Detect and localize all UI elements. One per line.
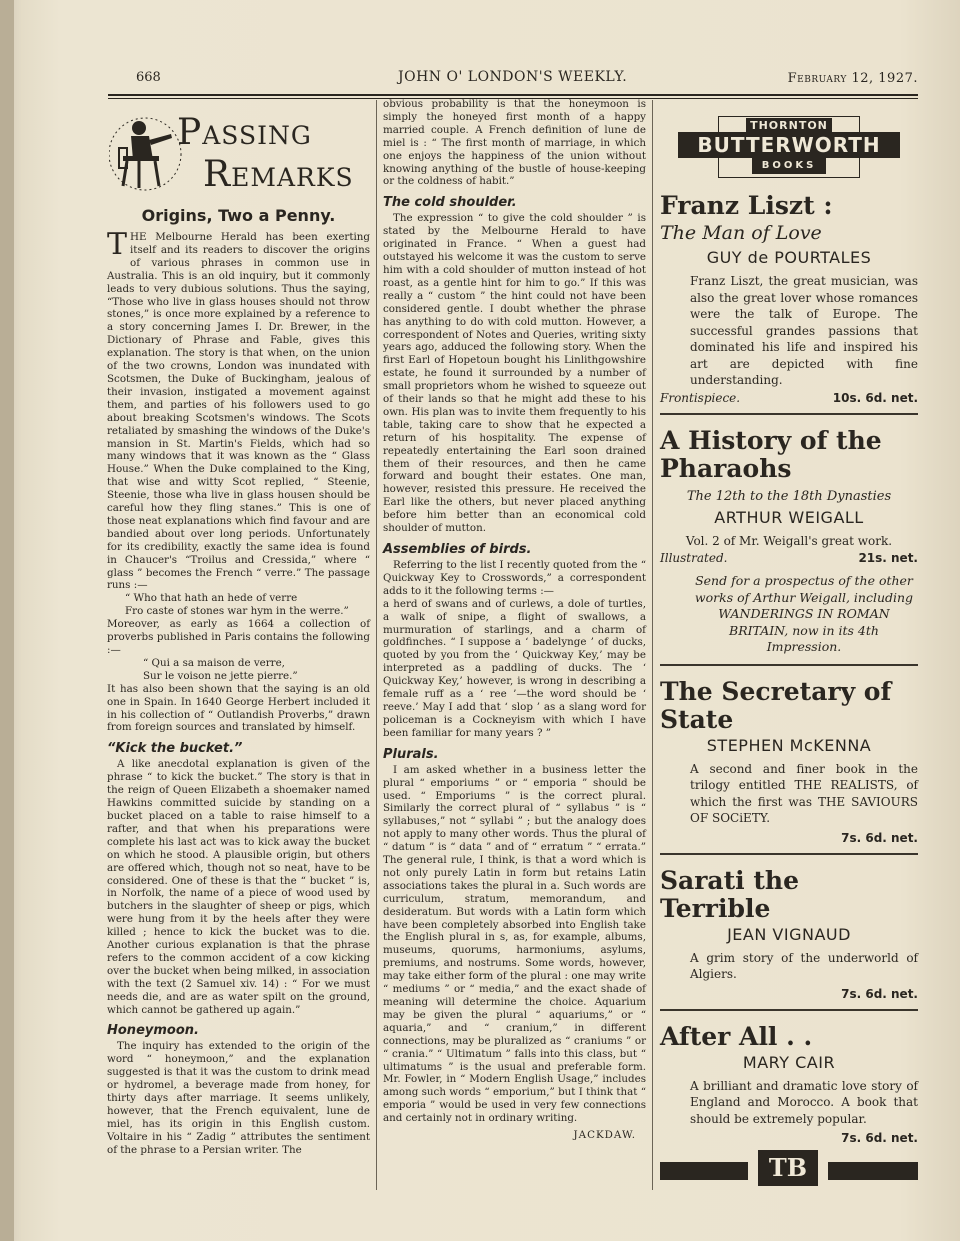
binding-edge <box>0 0 14 1241</box>
book-price: 7s. 6d. net. <box>841 986 918 1001</box>
book-author: MARY CAIR <box>742 1052 836 1072</box>
subheading: Honeymoon. <box>107 1023 199 1039</box>
subheading: Assemblies of birds. <box>383 542 532 557</box>
column-continued <box>383 98 646 1141</box>
book-listing-sarati <box>660 867 918 1001</box>
divider <box>660 664 918 666</box>
author-signature: JACKDAW. <box>573 1129 636 1142</box>
book-description: A brilliant and dramatic love story of England and Morocco. A book that should be extremely popular. <box>690 1078 918 1126</box>
paragraph: THE Melbourne Herald has been exerting itself and its readers to discover the origins of various phrases in common use in Australia. This is an old inquiry, but it commonly leads to very dubious solutions. Thus the saying, “Those who live in glass houses should not throw stones,” is once more explained by a reference to a story concerning James I. Dr. Brewer, in the Dictionary of Phrase and Fable, gives this explanation. The story is that when, on the union of the two crowns, London was inundated with Scotsmen, the Duke of Buckingham, jealous of their invasion, instigated a movement against them, and parties of his followers used to go about breaking Scotsmen's windows. The Scots retaliated by smashing the windows of the Duke's mansion in St. Martin's Fields, which had so many windows that it was known as the “ Glass House.” When the Duke complained to the King, that wise and witty Scot replied, “ Steenie, Steenie, those wha live in glass housen should be careful how they fling stanes.” This is one of those neat explanations which find favour and are bandied about over long periods. Unfortunately for its credibility, exactly the same idea is found in Chaucer's “Troilus and Cressida,” where “ glass ” becomes the French “ verre.” The passage runs :— <box>107 227 370 592</box>
passing-remarks-logo <box>107 104 370 204</box>
paragraph: It has also been shown that the saying is an old one in Spain. In 1640 George Herbert included it in his collection of “ Outlandish Proverbs,” drawn from foreign sources and translated by himself. <box>107 682 370 734</box>
publisher-name-bottom: BOOKS <box>752 158 826 174</box>
publisher-monogram-footer <box>660 1150 918 1186</box>
column-divider-2 <box>652 100 653 1190</box>
quoted-paragraph: a herd of swans and of curlews, a dole of turtles, a walk of snipe, a flight of swallows, a murmuration of starlings, and a charm of goldfinches. “ I suppose a ‘ badelynge ’ of ducks, quoted by you from the ‘ Quickway Key,’ may be interpreted as a paddling of ducks. The ‘ Quickway Key,’ however, is wrong in describing a female ruff as a ‘ ree ’—the word should be ‘ reeve.’ May I add that ‘ slop ’ as a slang word for policeman is a Cockneyism with which I have been familiar for many years ? ” <box>383 597 646 739</box>
book-listing-pharaohs <box>660 427 918 656</box>
masthead: JOHN O' LONDON'S WEEKLY. <box>398 69 628 85</box>
publisher-name-main: BUTTERWORTH <box>697 133 881 157</box>
subheading: The cold shoulder. <box>383 195 517 211</box>
book-subtitle: The Man of Love <box>660 222 822 244</box>
logo-word-passing: Passing <box>177 112 312 153</box>
divider <box>660 1009 918 1011</box>
book-title: The Secretary of State <box>660 676 892 734</box>
verse-line: Fro caste of stones war hym in the werre.” <box>125 605 349 618</box>
page-number: 668 <box>136 70 161 85</box>
book-price: 10s. 6d. net. <box>832 390 918 405</box>
paragraph: The inquiry has extended to the origin of the word “ honeymoon,” and the explanation suggested is that it was the custom to drink mead or hydromel, a beverage made from honey, for thirty days after marriage. It seems unlikely, however, that the French equivalent, lune de miel, has its origin in this English custom. Voltaire in his “ Zadig ” attributes the sentiment of the phrase to a Persian writer. The <box>107 1040 370 1156</box>
verse-line: “ Qui a sa maison de verre, <box>143 656 285 669</box>
verse-line: Sur le voison ne jette pierre.” <box>143 669 298 682</box>
publisher-monogram: TB <box>758 1150 818 1186</box>
section-title: Origins, Two a Penny. <box>141 206 336 225</box>
paragraph: The expression “ to give the cold shoulder ” is stated by the Melbourne Herald to have originated in France. “ When a guest had outstayed his welcome it was the custom to serve him with a cold shoulder of mutton instead of hot roast, as a gentle hint for him to go.” If this was really a “ custom ” the hint could not have been considered gentle. I doubt whether the phrase has anything to do with cold mutton. However, a correspondent of Notes and Queries, writing sixty years ago, adduced the following story. When the first Earl of Hopetoun bought his Linlithgowshire estate, he found it surrounded by a number of small proprietors whom he wished to squeeze out of their lands so that he might add these to his own. His plan was to invite them frequently to his table, taking care to show that he expected a return of his hospitality. The expense of repeatedly entertaining the Earl soon drained them of their resources, and then he came forward and bought their estates. One man, however, resisted this pressure. He received the Earl like the others, but never placed anything before him better than an economical cold shoulder of mutton. <box>383 212 646 535</box>
book-description: Franz Liszt, the great musician, was also the great lover whose romances were the talk of Europe. The successful grandes passions that dominated his life and inspired his art are depicted with fine understanding. <box>690 274 918 387</box>
subheading: “Kick the bucket.” <box>107 741 243 757</box>
book-author: GUY de POURTALES <box>706 248 872 267</box>
book-description: Vol. 2 of Mr. Weigall's great work. <box>685 533 893 548</box>
prospectus-note: Send for a prospectus of the other works of Arthur Weigall, including WANDERINGS IN ROMAN BRITAIN, now in its 4th Impression. <box>694 573 914 654</box>
publisher-logo <box>678 110 900 180</box>
book-title: After All . . <box>660 1021 813 1051</box>
page-header <box>108 70 918 92</box>
divider <box>660 853 918 855</box>
book-description: A grim story of the underworld of Algiers. <box>690 950 918 981</box>
book-description: A second and finer book in the trilogy entitled THE REALISTS, of which the first was THE SAVIOURS OF SOCiETY. <box>690 761 918 825</box>
book-author: JEAN VIGNAUD <box>727 924 851 944</box>
publisher-name-top: THORNTON <box>746 118 832 134</box>
book-author: ARTHUR WEIGALL <box>714 507 864 527</box>
book-subtitle: The 12th to the 18th Dynasties <box>686 488 892 504</box>
book-note: Frontispiece. <box>660 390 741 405</box>
drop-cap: T <box>107 227 128 262</box>
book-price: 21s. net. <box>858 551 918 565</box>
book-title: Sarati the Terrible <box>660 865 800 923</box>
book-note: Illustrated. <box>660 551 728 565</box>
book-author: STEPHEN McKENNA <box>706 735 872 755</box>
paragraph: A like anecdotal explanation is given of the phrase “ to kick the bucket.” The story is that in the reign of Queen Elizabeth a shoemaker named Hawkins committed suicide by standing on a bucket placed on a table to raise himself to a rafter, and that when his preparations were complete his last act was to kick away the bucket on which he stood. A plausible origin, but others are offered which, though not so neat, have to be considered. One of these is that the “ bucket ” is, in Norfolk, the name of a piece of wood used by butchers in the slaughter of sheep or pigs, which were hung from it by the heels after they were killed ; hence to kick the bucket was to die. Another curious explanation is that the phrase refers to the common accident of a cow kicking over the bucket when being milked, in association with the text (2 Samuel xiv. 14) : “ For we must needs die, and are as water spilt on the ground, which cannot be gathered up again.” <box>107 758 370 1016</box>
divider <box>660 413 918 415</box>
book-listing-liszt <box>660 192 918 405</box>
header-rule <box>108 94 918 96</box>
column-divider-1 <box>376 100 377 1190</box>
verse-line: “ Who that hath an hede of verre <box>125 592 298 605</box>
paragraph: Referring to the list I recently quoted from the “ Quickway Key to Crosswords,” a correspondent adds to it the following terms :— <box>383 559 646 597</box>
book-price: 7s. 6d. net. <box>841 1131 918 1145</box>
publisher-advertisement <box>660 104 918 1182</box>
paragraph: I am asked whether in a business letter the plural “ emporiums ” or “ emporia ” should be used. “ Emporiums ” is the correct plural. Similarly the correct plural of “ syllabus ” is “ syllabuses,” not “ syllabi ” ; but the analogy does not apply to many other words. Thus the plural of “ datum ” is “ data ” and of “ erratum ” “ errata.” The general rule, I think, is that a word which is not only purely Latin in form but retains Latin associations takes the plural in a. Such words are curriculum, stratum, memorandum, and desideratum. But words with a Latin form which have been completely absorbed into English take the English plural in s, as, for example, albums, museums, quorums, harmoniums, asylums, premiums, and nostrums. Some words, however, may take either form of the plural : one may write “ mediums ” or “ media,” and the exact shade of meaning will determine the choice. Aquarium may be given the plural “ aquariums,” or “ aquaria,” and “ cranium,” in different connections, may be pluralized as “ craniums ” or “ crania.” “ Ultimatum ” falls into this class, but “ ultimatums ” is the usual and preferable form. Mr. Fowler, in “ Modern English Usage,” includes among such words “ emporium,” but I think that “ emporia ” would be used in very few connections and certainly not in ordinary writing. <box>383 763 646 1125</box>
logo-word-remarks: Remarks <box>203 154 354 195</box>
book-listing-after-all <box>660 1023 918 1146</box>
paragraph: obvious probability is that the honeymoon is simply the honeyed first month of a happy married couple. A French definition of lune de miel is : “ The first month of marriage, in which one enjoys the happiness of the union without knowing anything of the bustle of house-keeping or the coldness of habit.” <box>383 98 646 188</box>
subheading: Plurals. <box>383 746 439 762</box>
column-passing-remarks <box>107 104 370 1157</box>
book-title: Franz Liszt : <box>660 191 833 220</box>
book-title: A History of the Pharaohs <box>660 425 882 483</box>
paragraph: Moreover, as early as 1664 a collection of proverbs published in Paris contains the following :— <box>107 618 370 656</box>
book-price: 7s. 6d. net. <box>841 830 918 845</box>
issue-date: February 12, 1927. <box>787 71 918 86</box>
book-listing-secretary <box>660 678 918 845</box>
